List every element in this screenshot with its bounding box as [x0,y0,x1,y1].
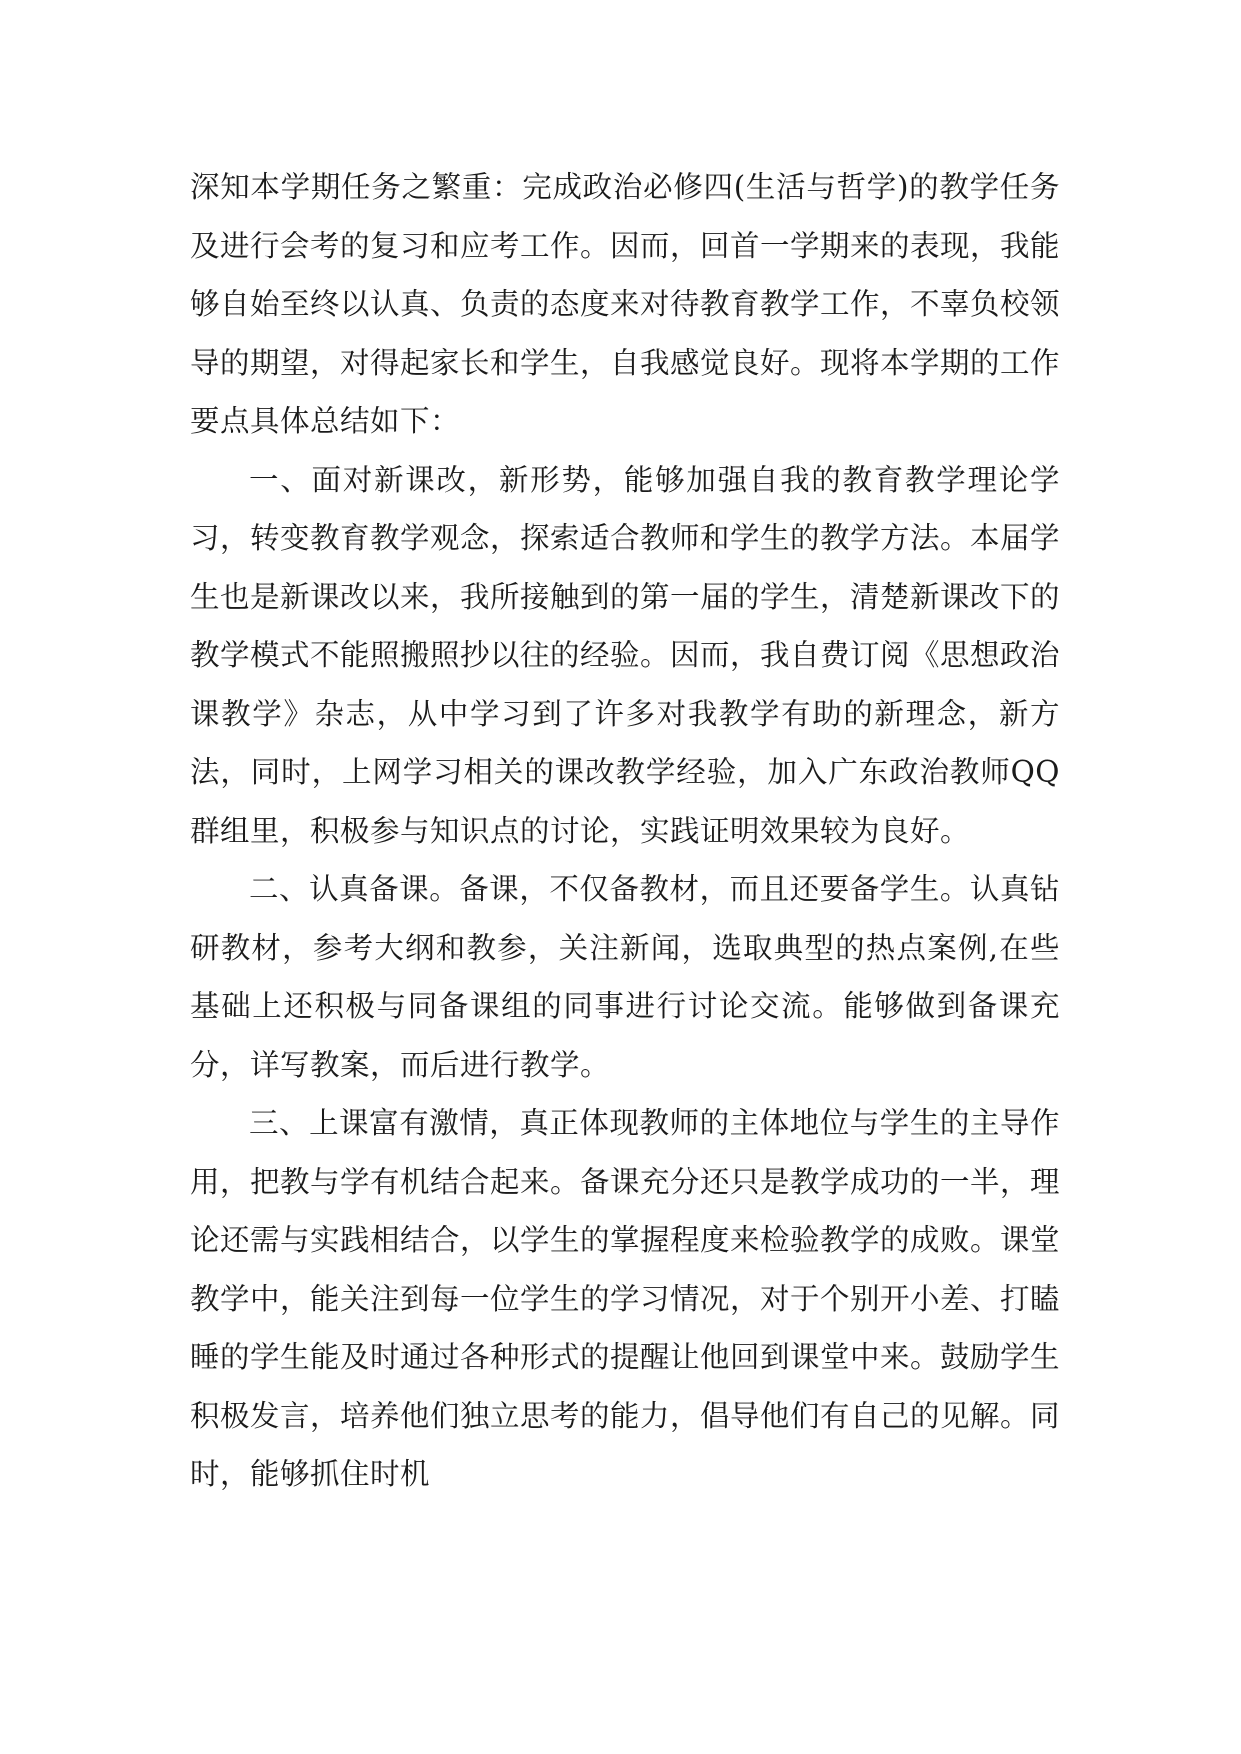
paragraph-point-two: 二、认真备课。备课，不仅备教材，而且还要备学生。认真钻研教材，参考大纲和教参，关注新闻，选取典型的热点案例,在些基础上还积极与同备课组的同事进行讨论交流。能够做到备课充分，详写教案，而后进行教学。 [190,872,1060,1082]
paragraph-point-one: 一、面对新课改，新形势，能够加强自我的教育教学理论学习，转变教育教学观念，探索适合教师和学生的教学方法。本届学生也是新课改以来，我所接触到的第一届的学生，清楚新课改下的教学模式不能照搬照抄以往的经验。因而，我自费订阅《思想政治课教学》杂志，从中学习到了许多对我教学有助的新理念，新方法，同时，上网学习相关的课改教学经验，加入广东政治教师QQ群组里，积极参与知识点的讨论，实践证明效果较为良好。 [190,462,1061,848]
paragraph-point-three: 三、上课富有激情，真正体现教师的主体地位与学生的主导作用，把教与学有机结合起来。备课充分还只是教学成功的一半，理论还需与实践相结合，以学生的掌握程度来检验教学的成败。课堂教学中，能关注到每一位学生的学习情况，对于个别开小差、打瞌睡的学生能及时通过各种形式的提醒让他回到课堂中来。鼓励学生积极发言，培养他们独立思考的能力，倡导他们有自己的见解。同时，能够抓住时机 [190,1106,1061,1491]
document-body [190,158,1060,1504]
paragraph-intro: 深知本学期任务之繁重：完成政治必修四(生活与哲学)的教学任务及进行会考的复习和应考工作。因而，回首一学期来的表现，我能够自始至终以认真、负责的态度来对待教育教学工作，不辜负校领导的期望，对得起家长和学生，自我感觉良好。现将本学期的工作要点具体总结如下： [190,170,1061,438]
